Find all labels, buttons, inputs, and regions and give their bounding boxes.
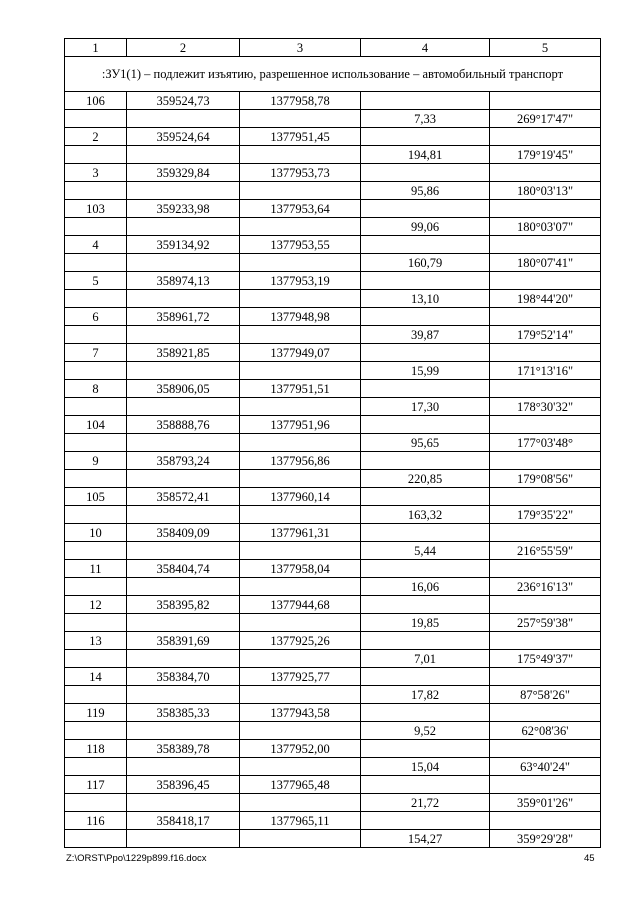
table-cell: 21,72 (361, 794, 490, 812)
table-cell (127, 542, 240, 560)
table-cell (361, 344, 490, 362)
table-row (65, 722, 601, 740)
table-cell (65, 686, 127, 704)
table-cell (240, 614, 361, 632)
table-cell (361, 812, 490, 830)
header-row (65, 39, 601, 57)
table-cell (490, 380, 601, 398)
table-cell (127, 182, 240, 200)
table-cell: 87°58'26" (490, 686, 601, 704)
table-cell: 17,82 (361, 686, 490, 704)
table-cell: 216°55'59" (490, 542, 601, 560)
table-cell: 175°49'37" (490, 650, 601, 668)
table-cell (361, 704, 490, 722)
table-cell (65, 650, 127, 668)
table-row (65, 650, 601, 668)
table-cell (490, 344, 601, 362)
table-cell (240, 830, 361, 848)
table-cell: 1377953,73 (240, 164, 361, 182)
table-row (65, 362, 601, 380)
table-cell: 19,85 (361, 614, 490, 632)
table-row (65, 416, 601, 434)
table-cell: 17,30 (361, 398, 490, 416)
table-cell (490, 200, 601, 218)
table-cell (240, 470, 361, 488)
table-cell (127, 506, 240, 524)
table-cell (361, 416, 490, 434)
header-cell: 2 (127, 39, 240, 57)
table-cell: 1377949,07 (240, 344, 361, 362)
table-cell (127, 434, 240, 452)
table-cell: 1377958,78 (240, 92, 361, 110)
table-cell (65, 254, 127, 272)
table-cell: 1377953,55 (240, 236, 361, 254)
table-cell (127, 290, 240, 308)
table-cell (65, 110, 127, 128)
table-cell (240, 434, 361, 452)
table-cell (127, 362, 240, 380)
table-cell: 179°35'22" (490, 506, 601, 524)
table-cell: 358409,09 (127, 524, 240, 542)
table-cell: 1377965,48 (240, 776, 361, 794)
table-cell: 7,01 (361, 650, 490, 668)
table-row (65, 452, 601, 470)
table-cell (127, 758, 240, 776)
table-cell: 7 (65, 344, 127, 362)
table-row (65, 560, 601, 578)
table-cell: 105 (65, 488, 127, 506)
table-cell (65, 506, 127, 524)
table-cell: 220,85 (361, 470, 490, 488)
table-cell (240, 326, 361, 344)
table-row (65, 344, 601, 362)
table-cell: 359°29'28" (490, 830, 601, 848)
table-cell (65, 578, 127, 596)
table-cell: 16,06 (361, 578, 490, 596)
table-row (65, 326, 601, 344)
table-cell: 1377951,96 (240, 416, 361, 434)
coordinates-table (64, 38, 601, 848)
table-cell: 116 (65, 812, 127, 830)
table-cell: 358921,85 (127, 344, 240, 362)
table-cell: 269°17'47" (490, 110, 601, 128)
table-cell: 163,32 (361, 506, 490, 524)
table-cell (65, 434, 127, 452)
table-cell (361, 452, 490, 470)
table-row (65, 704, 601, 722)
table-cell (127, 218, 240, 236)
table-cell: 194,81 (361, 146, 490, 164)
table-cell (240, 506, 361, 524)
table-cell (490, 416, 601, 434)
table-row (65, 776, 601, 794)
table-cell: 7,33 (361, 110, 490, 128)
table-cell: 95,65 (361, 434, 490, 452)
header-cell: 4 (361, 39, 490, 57)
table-row (65, 308, 601, 326)
table-cell: 3 (65, 164, 127, 182)
table-cell (127, 686, 240, 704)
table-cell: 1377960,14 (240, 488, 361, 506)
table-cell: 62°08'36' (490, 722, 601, 740)
table-cell (65, 830, 127, 848)
table-cell: 178°30'32" (490, 398, 601, 416)
caption-row (65, 57, 601, 92)
table-cell (127, 614, 240, 632)
table-cell (361, 632, 490, 650)
table-cell (65, 470, 127, 488)
table-cell (490, 740, 601, 758)
table-row (65, 488, 601, 506)
table-cell (65, 398, 127, 416)
table-cell (240, 578, 361, 596)
table-cell: 177°03'48° (490, 434, 601, 452)
table-cell: 257°59'38" (490, 614, 601, 632)
table-cell (127, 254, 240, 272)
table-row (65, 128, 601, 146)
table-cell (361, 668, 490, 686)
table-cell: 359233,98 (127, 200, 240, 218)
table-cell: 180°07'41" (490, 254, 601, 272)
table-cell (127, 146, 240, 164)
header-cell: 1 (65, 39, 127, 57)
table-row (65, 542, 601, 560)
table-row (65, 110, 601, 128)
table-cell: 358391,69 (127, 632, 240, 650)
table-row (65, 524, 601, 542)
table-cell (240, 146, 361, 164)
table-cell: 180°03'13" (490, 182, 601, 200)
table-cell (240, 110, 361, 128)
table-cell: 236°16'13" (490, 578, 601, 596)
table-cell (490, 524, 601, 542)
table-cell: 15,99 (361, 362, 490, 380)
table-cell: 358793,24 (127, 452, 240, 470)
table-cell (361, 524, 490, 542)
table-cell: 358572,41 (127, 488, 240, 506)
table-row (65, 236, 601, 254)
table-cell (490, 236, 601, 254)
table-row (65, 272, 601, 290)
table-cell: 63°40'24" (490, 758, 601, 776)
table-row (65, 830, 601, 848)
table-cell (240, 182, 361, 200)
table-cell (490, 92, 601, 110)
table-cell (361, 92, 490, 110)
table-cell: 8 (65, 380, 127, 398)
table-cell: 359329,84 (127, 164, 240, 182)
table-row (65, 164, 601, 182)
table-row (65, 614, 601, 632)
table-cell (65, 290, 127, 308)
table-cell (127, 470, 240, 488)
table-cell: 2 (65, 128, 127, 146)
table-row (65, 596, 601, 614)
table-cell (361, 740, 490, 758)
table-cell (240, 290, 361, 308)
table-row (65, 92, 601, 110)
table-cell: 1377948,98 (240, 308, 361, 326)
table-cell (127, 794, 240, 812)
table-cell: 1377951,45 (240, 128, 361, 146)
table-cell: 198°44'20" (490, 290, 601, 308)
table-cell (361, 560, 490, 578)
table-cell: 358418,17 (127, 812, 240, 830)
table-cell: 13 (65, 632, 127, 650)
table-cell (240, 254, 361, 272)
table-cell (361, 488, 490, 506)
table-row (65, 506, 601, 524)
table-cell (127, 722, 240, 740)
table-cell: 154,27 (361, 830, 490, 848)
table-cell: 104 (65, 416, 127, 434)
table-cell (361, 164, 490, 182)
table-cell (240, 650, 361, 668)
table-cell (127, 110, 240, 128)
table-cell: 359134,92 (127, 236, 240, 254)
header-cell: 3 (240, 39, 361, 57)
table-cell (127, 398, 240, 416)
table-cell (361, 776, 490, 794)
table-cell: 119 (65, 704, 127, 722)
table-cell: 171°13'16" (490, 362, 601, 380)
table-row (65, 380, 601, 398)
table-row (65, 146, 601, 164)
table-cell: 358396,45 (127, 776, 240, 794)
table-cell: 180°03'07" (490, 218, 601, 236)
table-cell (490, 704, 601, 722)
table-cell (127, 326, 240, 344)
table-cell: 358974,13 (127, 272, 240, 290)
table-cell (65, 794, 127, 812)
table-row (65, 578, 601, 596)
table-cell (65, 722, 127, 740)
table-cell: 358961,72 (127, 308, 240, 326)
table-cell: 39,87 (361, 326, 490, 344)
table-row (65, 740, 601, 758)
table-row (65, 434, 601, 452)
table-cell: 12 (65, 596, 127, 614)
table-row (65, 470, 601, 488)
table-cell: 103 (65, 200, 127, 218)
table-cell (490, 488, 601, 506)
table-cell (65, 614, 127, 632)
table-cell (65, 542, 127, 560)
table-cell (490, 272, 601, 290)
table-cell (127, 650, 240, 668)
table-cell: 1377925,26 (240, 632, 361, 650)
table-cell: 1377943,58 (240, 704, 361, 722)
table-cell: 1377925,77 (240, 668, 361, 686)
table-cell (65, 326, 127, 344)
table-cell: 1377953,64 (240, 200, 361, 218)
table-cell: 5,44 (361, 542, 490, 560)
table-cell (240, 398, 361, 416)
table-cell: 1377965,11 (240, 812, 361, 830)
table-cell (361, 200, 490, 218)
table-cell (490, 776, 601, 794)
table-cell: 160,79 (361, 254, 490, 272)
table-cell: 1377961,31 (240, 524, 361, 542)
table-cell: 1377953,19 (240, 272, 361, 290)
table-cell: 9,52 (361, 722, 490, 740)
table-cell: 4 (65, 236, 127, 254)
table-cell: 358395,82 (127, 596, 240, 614)
table-cell (361, 308, 490, 326)
table-cell: 359°01'26" (490, 794, 601, 812)
table-cell (361, 272, 490, 290)
table-cell: 179°08'56" (490, 470, 601, 488)
table-cell: 358906,05 (127, 380, 240, 398)
table-row (65, 290, 601, 308)
table-cell: 359524,64 (127, 128, 240, 146)
table-cell (127, 578, 240, 596)
table-row (65, 182, 601, 200)
table-cell (490, 308, 601, 326)
table-cell: 1377952,00 (240, 740, 361, 758)
table-row (65, 200, 601, 218)
table-cell (490, 812, 601, 830)
table-cell (490, 164, 601, 182)
table-cell: 13,10 (361, 290, 490, 308)
table-cell (240, 218, 361, 236)
table-cell (240, 722, 361, 740)
table-cell: 358385,33 (127, 704, 240, 722)
header-cell: 5 (490, 39, 601, 57)
table-cell: 117 (65, 776, 127, 794)
table-cell: 1377958,04 (240, 560, 361, 578)
table-row (65, 398, 601, 416)
table-cell (361, 596, 490, 614)
table-cell: 106 (65, 92, 127, 110)
table-cell: 99,06 (361, 218, 490, 236)
table-cell (490, 632, 601, 650)
table-cell (65, 182, 127, 200)
table-cell (490, 452, 601, 470)
table-row (65, 812, 601, 830)
table-cell: 5 (65, 272, 127, 290)
table-cell (65, 218, 127, 236)
table-cell: 358389,78 (127, 740, 240, 758)
table-cell: 15,04 (361, 758, 490, 776)
table-cell (240, 794, 361, 812)
table-cell (490, 128, 601, 146)
table-cell: 95,86 (361, 182, 490, 200)
table-cell (127, 830, 240, 848)
table-cell (240, 758, 361, 776)
table-cell: 6 (65, 308, 127, 326)
table-cell (361, 128, 490, 146)
table-cell (490, 596, 601, 614)
table-cell (240, 362, 361, 380)
table-cell: 1377956,86 (240, 452, 361, 470)
table-cell: 1377951,51 (240, 380, 361, 398)
section-caption: :ЗУ1(1) – подлежит изъятию, разрешенное использование – автомобильный транспорт (65, 57, 601, 92)
table-cell: 358888,76 (127, 416, 240, 434)
footer-page-number: 45 (584, 853, 595, 864)
table-cell: 11 (65, 560, 127, 578)
table-row (65, 758, 601, 776)
table-cell (361, 236, 490, 254)
table-row (65, 254, 601, 272)
table-cell (361, 380, 490, 398)
table-cell: 9 (65, 452, 127, 470)
table-row (65, 794, 601, 812)
table-cell: 118 (65, 740, 127, 758)
table-row (65, 632, 601, 650)
table-cell: 179°19'45" (490, 146, 601, 164)
table-cell: 358384,70 (127, 668, 240, 686)
table-cell: 14 (65, 668, 127, 686)
table-row (65, 686, 601, 704)
table-cell (65, 146, 127, 164)
table-cell: 1377944,68 (240, 596, 361, 614)
table-row (65, 668, 601, 686)
table-cell: 10 (65, 524, 127, 542)
table-cell: 359524,73 (127, 92, 240, 110)
table-cell (240, 542, 361, 560)
table-row (65, 218, 601, 236)
table-cell (65, 362, 127, 380)
table-cell (240, 686, 361, 704)
table-cell (65, 758, 127, 776)
table-cell (490, 668, 601, 686)
table-cell: 358404,74 (127, 560, 240, 578)
table-cell (490, 560, 601, 578)
footer-file-path: Z:\ORST\Ppo\1229p899.f16.docx (66, 853, 207, 864)
table-cell: 179°52'14" (490, 326, 601, 344)
